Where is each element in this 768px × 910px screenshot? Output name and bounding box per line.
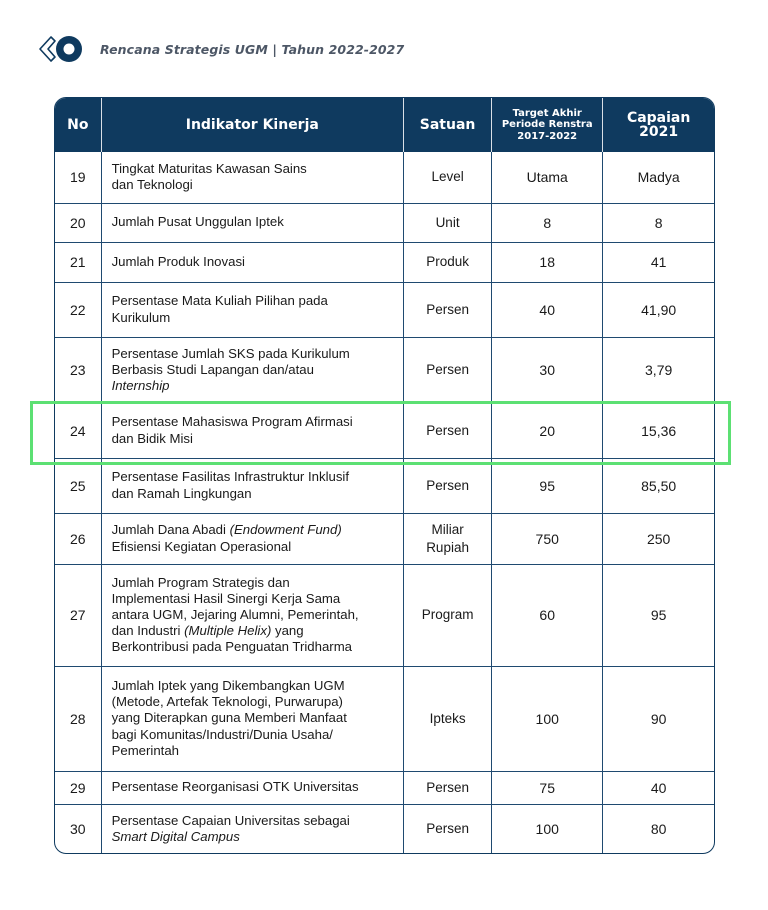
column-header-no: No [55,98,101,152]
row-number: 24 [55,403,101,458]
target-cell: 100 [492,666,603,771]
unit-cell: Persen [404,282,492,337]
achievement-cell: 15,36 [603,403,714,458]
target-cell: 8 [492,203,603,242]
indicator-text: Pemerintah [111,742,180,758]
row-number: 22 [55,282,101,337]
row-number: 20 [55,203,101,242]
indicator-text: dan Ramah Lingkungan [111,485,252,501]
indicator-text: dan Industri [111,623,185,639]
row-number: 25 [55,458,101,513]
unit-line: Rupiah [426,539,469,555]
indicator-text: Internship [111,378,170,394]
unit-cell: Ipteks [404,666,492,771]
column-header-target-line: 2017-2022 [517,130,578,142]
ugm-ring-logo-icon [38,31,96,67]
indicator-text: Efisiensi Kegiatan Operasional [111,538,292,554]
indicator-text: Persentase Capaian Universitas sebagai [111,812,350,828]
column-header-target [492,98,603,152]
target-cell: 18 [492,242,603,282]
target-cell: 100 [492,804,603,853]
target-cell: 30 [492,337,603,403]
table-row [55,771,714,804]
indicator-text: antara UGM, Jejaring Alumni, Pemerintah, [111,606,359,622]
column-header-indikator: Indikator Kinerja [101,98,403,152]
indicator-text: Persentase Jumlah SKS pada Kurikulum [111,345,350,361]
target-cell: Utama [492,152,603,203]
indicator-cell [101,564,403,666]
column-header-satuan: Satuan [404,98,492,152]
table-row [55,564,714,666]
unit-cell: Persen [404,771,492,804]
document-title: Rencana Strategis UGM | Tahun 2022-2027 [100,41,405,57]
target-cell: 60 [492,564,603,666]
achievement-cell: 41 [603,242,714,282]
indicator-text: Jumlah Program Strategis dan [111,574,290,590]
page-header [38,31,404,67]
achievement-cell: 40 [603,771,714,804]
row-number: 28 [55,666,101,771]
target-cell: 40 [492,282,603,337]
unit-cell: Produk [404,242,492,282]
table-row [55,282,714,337]
indicator-cell [101,804,403,853]
kpi-table-container [54,97,715,854]
unit-cell: Persen [404,804,492,853]
kpi-table [55,98,714,853]
table-body [55,152,714,853]
indicator-cell [101,242,403,282]
indicator-text: (Metode, Artefak Teknologi, Purwarupa) [111,694,343,710]
achievement-cell: 85,50 [603,458,714,513]
indicator-cell [101,203,403,242]
column-header-capaian-line: 2021 [639,124,679,140]
achievement-cell: Madya [603,152,714,203]
indicator-text: Kurikulum [111,309,171,325]
unit-cell: Persen [404,458,492,513]
achievement-cell: 250 [603,513,714,564]
indicator-text: (Multiple Helix) [184,623,272,639]
indicator-text: Berbasis Studi Lapangan dan/atau [111,361,314,377]
row-number: 30 [55,804,101,853]
indicator-text: Berkontribusi pada Penguatan Tridharma [111,639,353,655]
achievement-cell: 41,90 [603,282,714,337]
row-number: 23 [55,337,101,403]
target-cell: 75 [492,771,603,804]
indicator-text: bagi Komunitas/Industri/Dunia Usaha/ [111,726,333,742]
indicator-text: Jumlah Produk Inovasi [111,253,245,269]
unit-cell: Program [404,564,492,666]
indicator-cell [101,666,403,771]
indicator-text: Smart Digital Campus [111,828,240,844]
indicator-text: Jumlah Dana Abadi [111,522,230,538]
column-header-capaian-line: Capaian [626,110,691,126]
table-row [55,804,714,853]
achievement-cell: 95 [603,564,714,666]
indicator-cell [101,458,403,513]
indicator-text: dan Bidik Misi [111,430,193,446]
indicator-text: Jumlah Pusat Unggulan Iptek [111,214,284,230]
column-header-capaian [603,98,714,152]
achievement-cell: 80 [603,804,714,853]
table-header [55,98,714,152]
table-row [55,242,714,282]
indicator-text: Tingkat Maturitas Kawasan Sains [111,161,307,177]
column-header-target-line: Periode Renstra [501,119,593,131]
target-cell: 750 [492,513,603,564]
indicator-text: Jumlah Iptek yang Dikembangkan UGM [111,678,345,694]
indicator-text: yang Diterapkan guna Memberi Manfaat [111,710,347,726]
achievement-cell: 90 [603,666,714,771]
column-header-target-line: Target Akhir [512,108,582,120]
table-row [55,513,714,564]
indicator-text: Persentase Mahasiswa Program Afirmasi [111,414,353,430]
indicator-text: Persentase Reorganisasi OTK Universitas [111,779,359,795]
table-row [55,203,714,242]
target-cell: 20 [492,403,603,458]
indicator-cell [101,152,403,203]
unit-cell: Level [404,152,492,203]
indicator-cell [101,403,403,458]
table-row [55,458,714,513]
indicator-cell [101,282,403,337]
table-row-highlighted [55,403,714,458]
unit-cell [404,513,492,564]
indicator-cell [101,337,403,403]
unit-cell: Unit [404,203,492,242]
target-cell: 95 [492,458,603,513]
table-row [55,337,714,403]
table-row [55,666,714,771]
row-number: 19 [69,169,86,186]
indicator-text: Persentase Fasilitas Infrastruktur Inklusif [111,469,350,485]
achievement-cell: 3,79 [603,337,714,403]
unit-cell: Persen [404,337,492,403]
table-row [55,152,714,203]
unit-cell: Persen [404,403,492,458]
achievement-cell: 8 [603,203,714,242]
row-number: 21 [55,242,101,282]
indicator-text: Persentase Mata Kuliah Pilihan pada [111,293,328,309]
indicator-text: (Endowment Fund) [229,522,342,538]
indicator-cell [101,771,403,804]
row-number: 27 [55,564,101,666]
indicator-text: yang [271,623,304,639]
indicator-text: dan Teknologi [111,177,193,193]
indicator-text: Implementasi Hasil Sinergi Kerja Sama [111,590,341,606]
indicator-cell [101,513,403,564]
unit-line: Miliar [431,521,464,537]
row-number: 26 [55,513,101,564]
row-number: 29 [55,771,101,804]
